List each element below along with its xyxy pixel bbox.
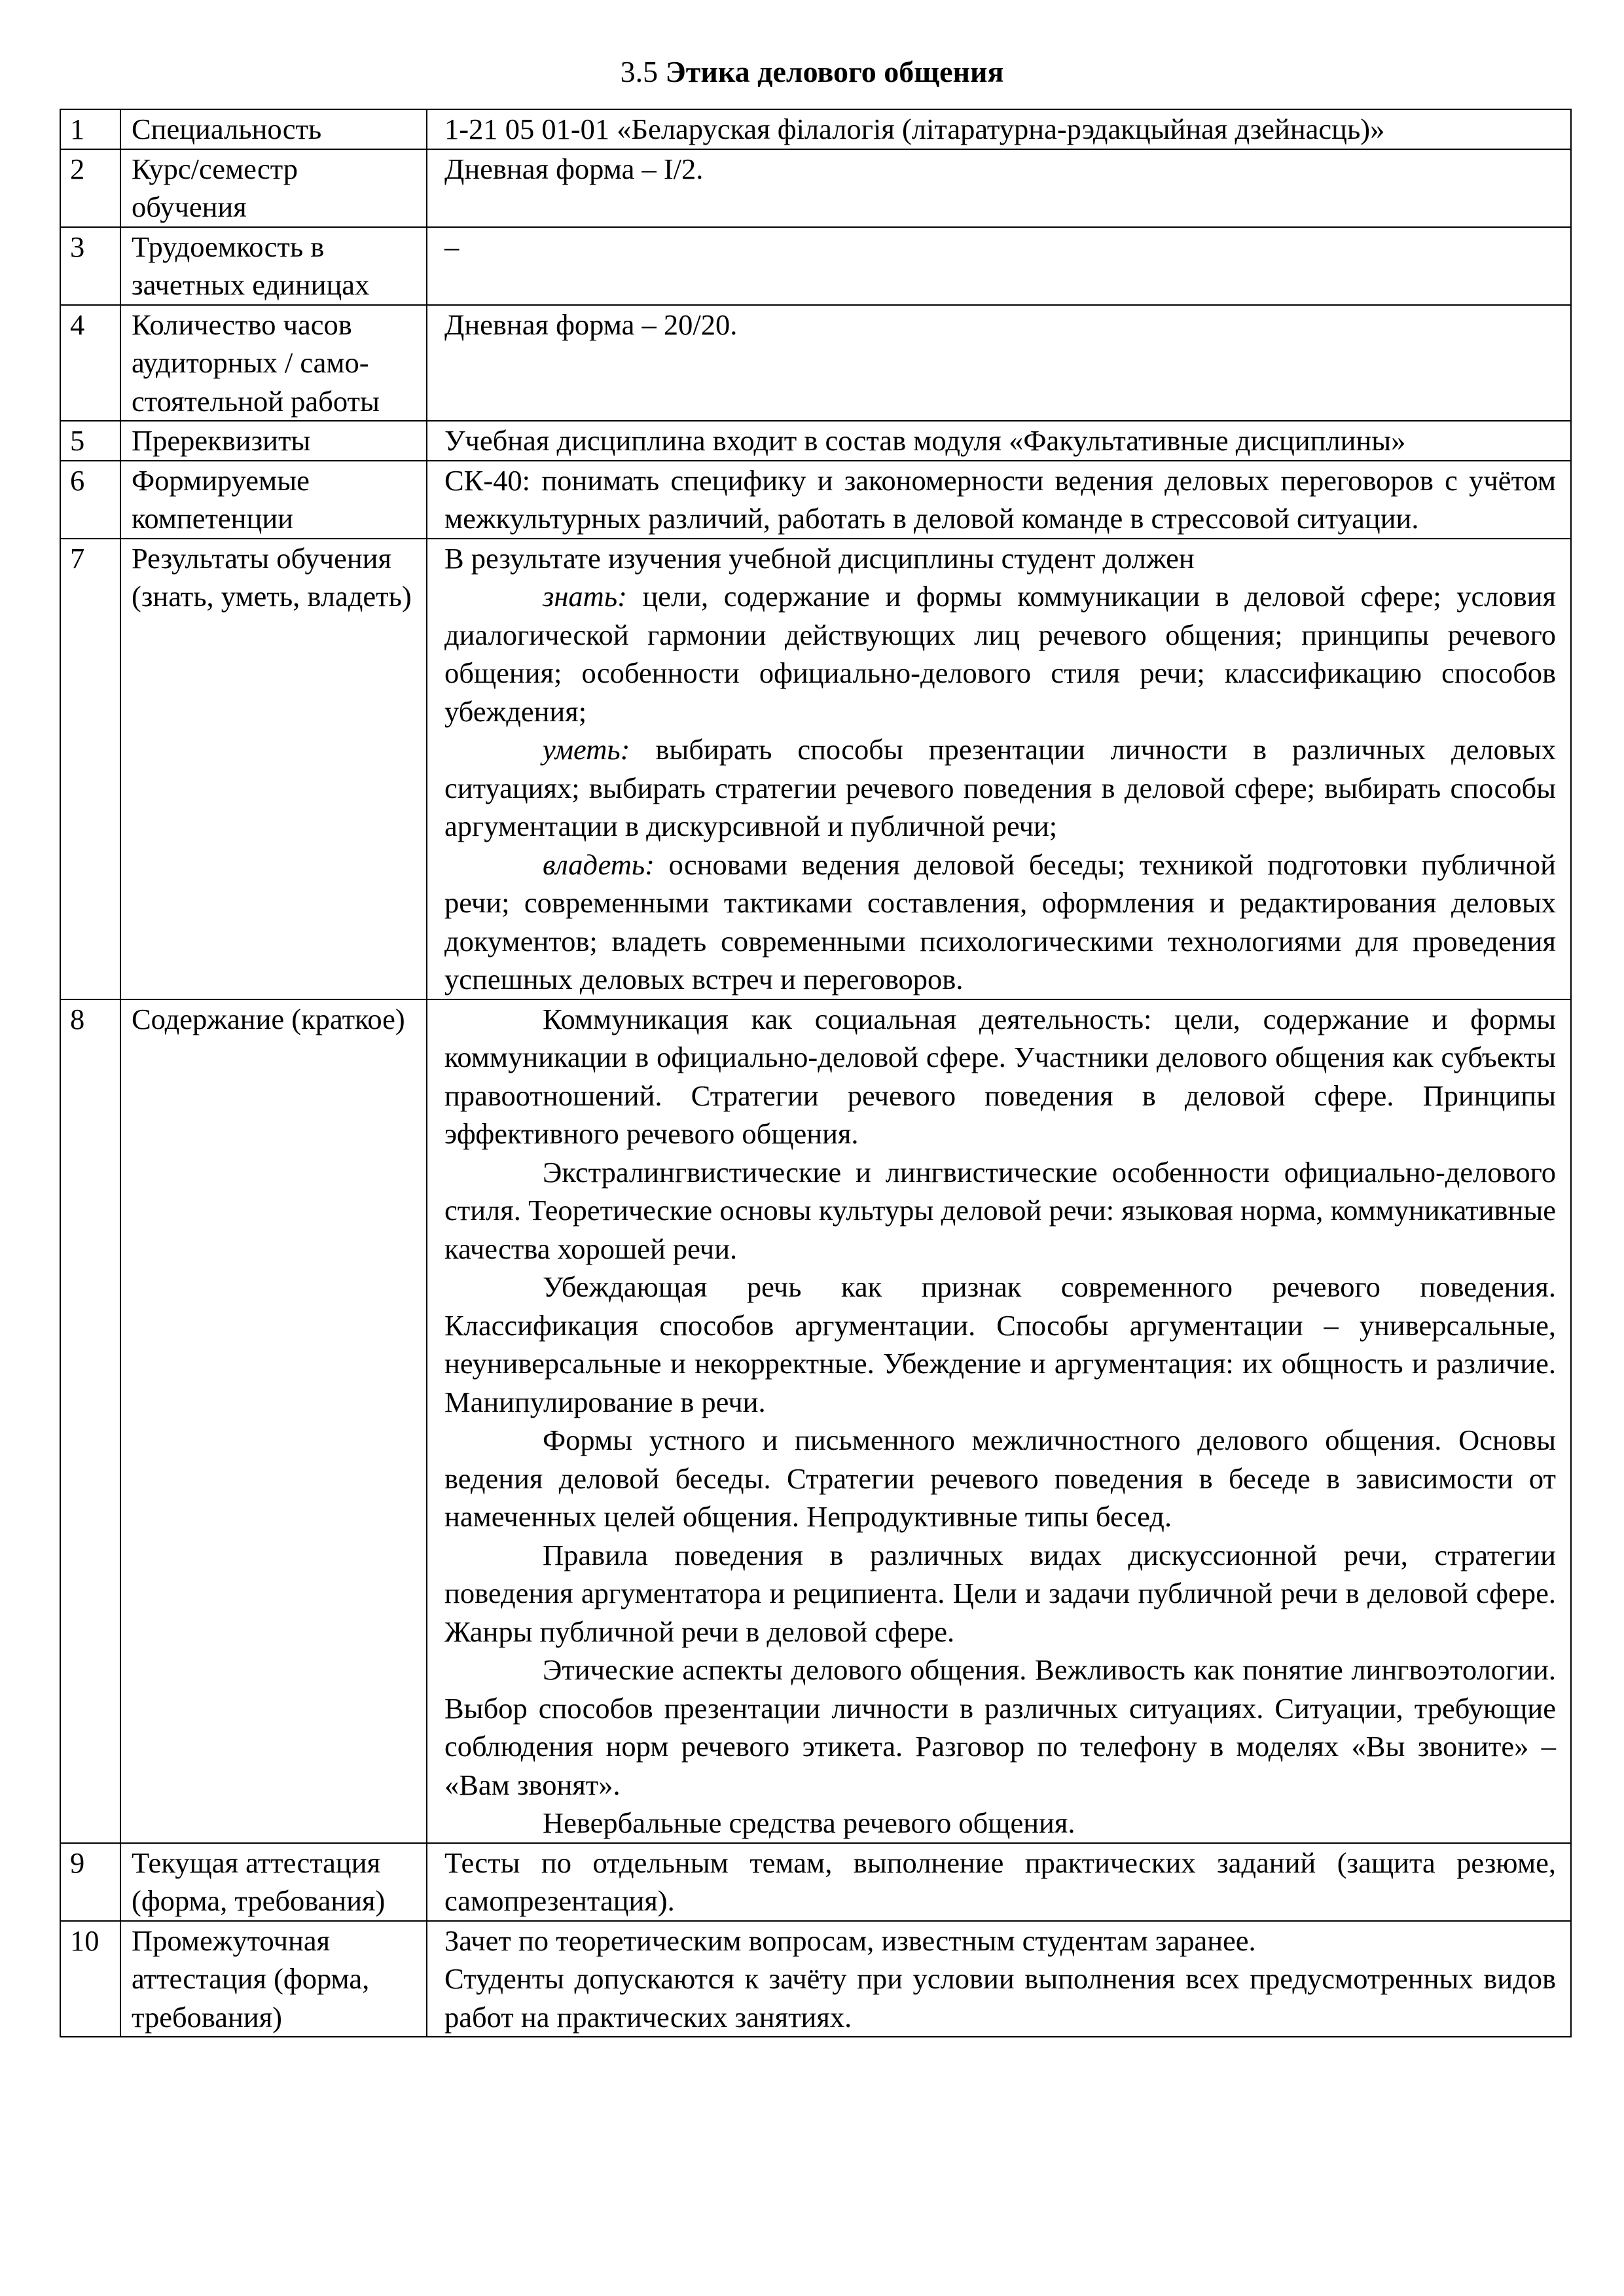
know-text: цели, содержание и формы коммуникации в деловой сфере; условия диалогической гармонии действующих лиц речевого общения; принципы речевого общения; особенности официально-делового стиля речи; классификацию способов убеждения;: [444, 580, 1556, 728]
assessment-line: Студенты допускаются к зачёту при условии выполнения всех предусмотренных видов работ на практических занятиях.: [444, 1962, 1556, 2034]
row-number: 1: [60, 109, 120, 149]
outcome-know: [444, 577, 1556, 730]
table-row: [60, 305, 1571, 422]
row-content: СК-40: понимать специфику и закономерности ведения деловых переговоров с учётом межкультурных различий, работать в деловой команде в стрессовой ситуации.: [427, 461, 1571, 539]
learning-outcomes: [427, 539, 1571, 999]
outcome-own: [444, 846, 1556, 999]
row-content: Учебная дисциплина входит в состав модуля «Факультативные дисциплины»: [427, 421, 1571, 461]
row-content: Дневная форма – 20/20.: [427, 305, 1571, 422]
table-row: [60, 149, 1571, 227]
row-number: 6: [60, 461, 120, 539]
table-row: [60, 1843, 1571, 1921]
content-paragraph: Формы устного и письменного межличностного делового общения. Основы ведения деловой беседы. Стратегии речевого поведения в беседе в зависимости от намеченных целей общения. Непродуктивные типы бесед.: [444, 1424, 1556, 1533]
outcomes-intro: В результате изучения учебной дисциплины студент должен: [444, 541, 1195, 575]
row-number: 8: [60, 999, 120, 1843]
table-row: [60, 539, 1571, 999]
table-row: [60, 1921, 1571, 2037]
row-label: Результаты обучения (знать, уметь, владеть): [120, 539, 427, 999]
row-number: 10: [60, 1921, 120, 2037]
row-label: Специальность: [120, 109, 427, 149]
content-paragraph: Невербальные средства речевого общения.: [543, 1806, 1075, 1839]
table-row: [60, 421, 1571, 461]
row-label: Количество часов аудиторных / само-стоятельной работы: [120, 305, 427, 422]
row-label: Текущая аттестация (форма, требования): [120, 1843, 427, 1921]
row-label: Содержание (краткое): [120, 999, 427, 1843]
can-label: уметь:: [543, 733, 630, 766]
row-label: Промежуточная аттестация (форма, требования): [120, 1921, 427, 2037]
table-row: [60, 461, 1571, 539]
can-text: выбирать способы презентации личности в различных деловых ситуациях; выбирать стратегии речевого поведения в деловой сфере; выбирать способы аргументации в дискурсивной и публичной речи;: [444, 733, 1556, 842]
content-paragraph: Правила поведения в различных видах дискуссионной речи, стратегии поведения аргументатора и реципиента. Цели и задачи публичной речи в деловой сфере. Жанры публичной речи в деловой сфере.: [444, 1538, 1556, 1648]
table-row: [60, 109, 1571, 149]
outcome-can: [444, 730, 1556, 846]
row-number: 7: [60, 539, 120, 999]
table-row: [60, 227, 1571, 305]
assessment-line: Зачет по теоретическим вопросам, известным студентам заранее.: [444, 1924, 1256, 1957]
section-number: 3.5: [620, 55, 659, 88]
row-number: 9: [60, 1843, 120, 1921]
know-label: знать:: [543, 580, 627, 613]
row-number: 2: [60, 149, 120, 227]
row-label: Пререквизиты: [120, 421, 427, 461]
content-paragraph: Коммуникация как социальная деятельность: цели, содержание и формы коммуникации в официально-деловой сфере. Участники делового общения как субъекты правоотношений. Стратегии речевого поведения в деловой сфере. Принципы эффективного речевого общения.: [444, 1002, 1556, 1150]
syllabus-table: [60, 109, 1572, 2037]
page-title: [0, 52, 1624, 92]
content-paragraph: Этические аспекты делового общения. Вежливость как понятие лингвоэтологии. Выбор способов презентации личности в различных ситуациях. Ситуации, требующие соблюдения норм речевого этикета. Разговор по телефону в моделях «Вы звоните» – «Вам звонят».: [444, 1653, 1556, 1801]
content-paragraph: Экстралингвистические и лингвистические особенности официально-делового стиля. Теоретические основы культуры деловой речи: языковая норма, коммуникативные качества хорошей речи.: [444, 1155, 1556, 1265]
section-name: Этика делового общения: [665, 55, 1004, 88]
content-paragraph: Убеждающая речь как признак современного речевого поведения. Классификация способов аргументации. Способы аргументации – универсальные, неуниверсальные и некорректные. Убеждение и аргументация: их общность и различие. Манипулирование в речи.: [444, 1270, 1556, 1418]
row-label: Курс/семестр обучения: [120, 149, 427, 227]
row-number: 3: [60, 227, 120, 305]
row-content: [427, 1921, 1571, 2037]
own-label: владеть:: [543, 848, 655, 881]
row-label: Трудоемкость в зачетных единицах: [120, 227, 427, 305]
row-number: 4: [60, 305, 120, 422]
row-content: Дневная форма – I/2.: [427, 149, 1571, 227]
row-content: Тесты по отдельным темам, выполнение практических заданий (защита резюме, самопрезентация).: [427, 1843, 1571, 1921]
row-content: –: [427, 227, 1571, 305]
table-row: [60, 999, 1571, 1843]
row-content: 1-21 05 01-01 «Беларуская філалогія (літаратурна-рэдакцыйная дзейнасць)»: [427, 109, 1571, 149]
row-label: Формируемые компетенции: [120, 461, 427, 539]
row-number: 5: [60, 421, 120, 461]
course-content: [427, 999, 1571, 1843]
own-text: основами ведения деловой беседы; техникой подготовки публичной речи; современными тактиками составления, оформления и редактирования деловых документов; владеть современными психологическими технологиями для проведения успешных деловых встреч и переговоров.: [444, 848, 1556, 996]
